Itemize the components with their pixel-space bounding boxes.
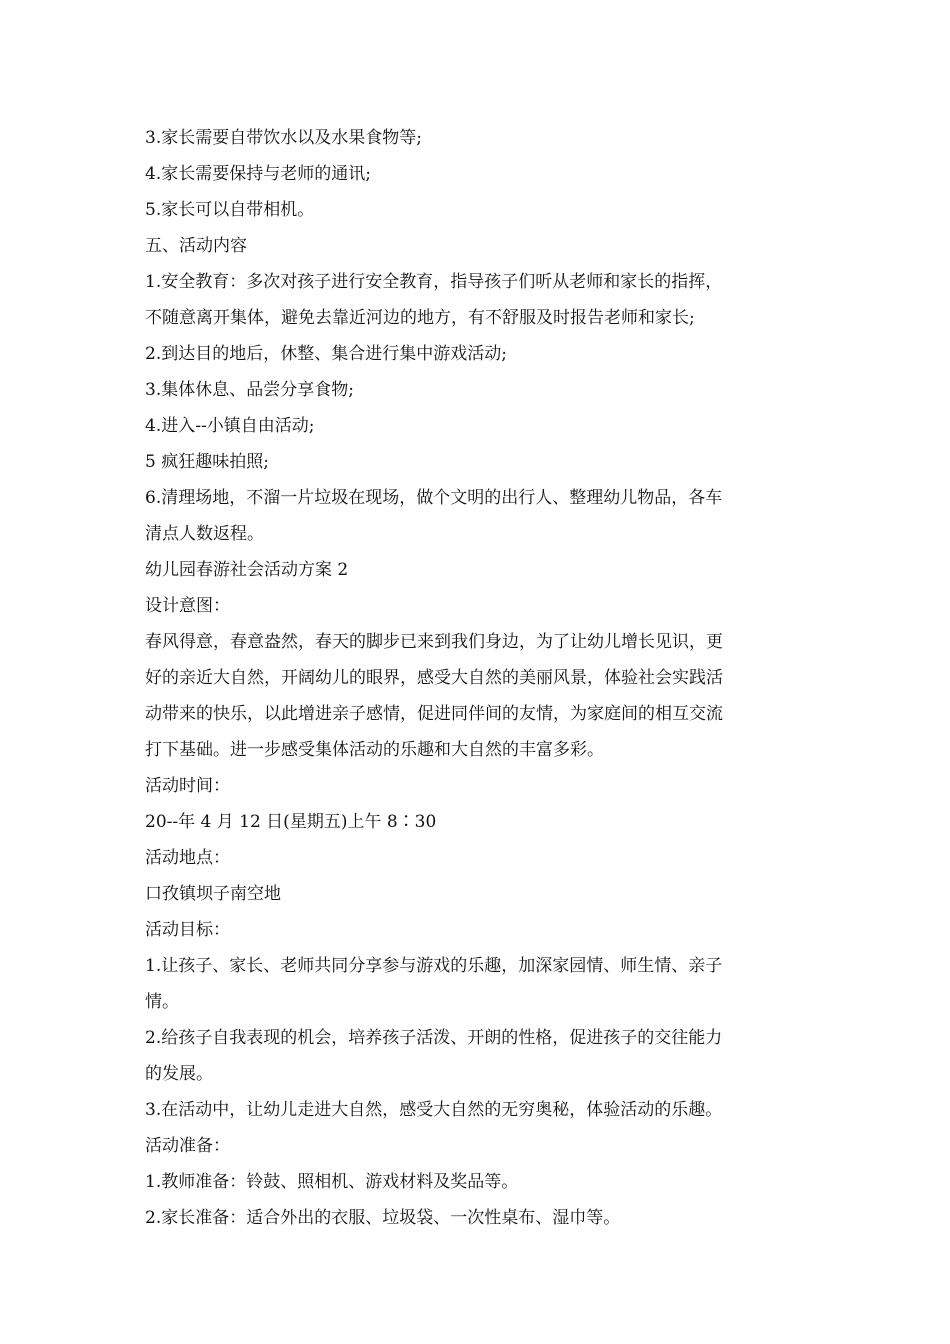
paragraph xyxy=(145,624,810,768)
paragraph-line: 春风得意，春意盎然，春天的脚步已来到我们身边，为了让幼儿增长见识，更 xyxy=(145,632,723,652)
section-heading: 活动地点： xyxy=(145,848,230,868)
text-line: 3.家长需要自带饮水以及水果食物等; xyxy=(145,128,422,148)
text-line: 5.家长可以自带相机。 xyxy=(145,200,315,220)
paragraph xyxy=(145,264,810,336)
paragraph-line: 好的亲近大自然，开阔幼儿的眼界，感受大自然的美丽风景，体验社会实践活 xyxy=(145,668,723,688)
text-line: 1.教师准备：铃鼓、照相机、游戏材料及奖品等。 xyxy=(145,1172,519,1192)
text-line: 口孜镇坝子南空地 xyxy=(145,884,281,904)
paragraph-line: 2.给孩子自我表现的机会，培养孩子活泼、开朗的性格，促进孩子的交往能力 xyxy=(145,1028,723,1048)
paragraph-line: 动带来的快乐，以此增进亲子感情，促进同伴间的友情，为家庭间的相互交流 xyxy=(145,704,723,724)
text-line: 2.家长准备：适合外出的衣服、垃圾袋、一次性桌布、湿巾等。 xyxy=(145,1208,621,1228)
paragraph xyxy=(145,480,810,552)
section-heading: 活动时间： xyxy=(145,776,230,796)
section-heading: 五、活动内容 xyxy=(145,236,247,256)
paragraph-line: 打下基础。进一步感受集体活动的乐趣和大自然的丰富多彩。 xyxy=(145,740,604,760)
document-body xyxy=(145,120,810,1236)
text-line: 3.在活动中，让幼儿走进大自然，感受大自然的无穷奥秘，体验活动的乐趣。 xyxy=(145,1100,723,1120)
text-line: 3.集体休息、品尝分享食物; xyxy=(145,380,354,400)
document-title: 幼儿园春游社会活动方案 2 xyxy=(145,560,349,580)
paragraph-line: 6.清理场地，不溜一片垃圾在现场，做个文明的出行人、整理幼儿物品，各车 xyxy=(145,488,723,508)
paragraph-line: 不随意离开集体，避免去靠近河边的地方，有不舒服及时报告老师和家长; xyxy=(145,308,695,328)
text-line: 5 疯狂趣味拍照; xyxy=(145,452,269,472)
paragraph-line: 情。 xyxy=(145,992,179,1012)
paragraph-line: 1.让孩子、家长、老师共同分享参与游戏的乐趣，加深家园情、师生情、亲子 xyxy=(145,956,723,976)
section-heading: 活动准备： xyxy=(145,1136,230,1156)
paragraph-line: 清点人数返程。 xyxy=(145,524,264,544)
text-line: 20--年 4 月 12 日(星期五)上午 8∶30 xyxy=(145,812,437,832)
paragraph-line: 的发展。 xyxy=(145,1064,213,1084)
text-line: 4.家长需要保持与老师的通讯; xyxy=(145,164,371,184)
text-line: 2.到达目的地后，休整、集合进行集中游戏活动; xyxy=(145,344,507,364)
paragraph-line: 1.安全教育：多次对孩子进行安全教育，指导孩子们听从老师和家长的指挥， xyxy=(145,272,723,292)
section-heading: 设计意图： xyxy=(145,596,230,616)
paragraph xyxy=(145,1020,810,1092)
paragraph xyxy=(145,948,810,1020)
text-line: 4.进入--小镇自由活动; xyxy=(145,416,315,436)
section-heading: 活动目标： xyxy=(145,920,230,940)
